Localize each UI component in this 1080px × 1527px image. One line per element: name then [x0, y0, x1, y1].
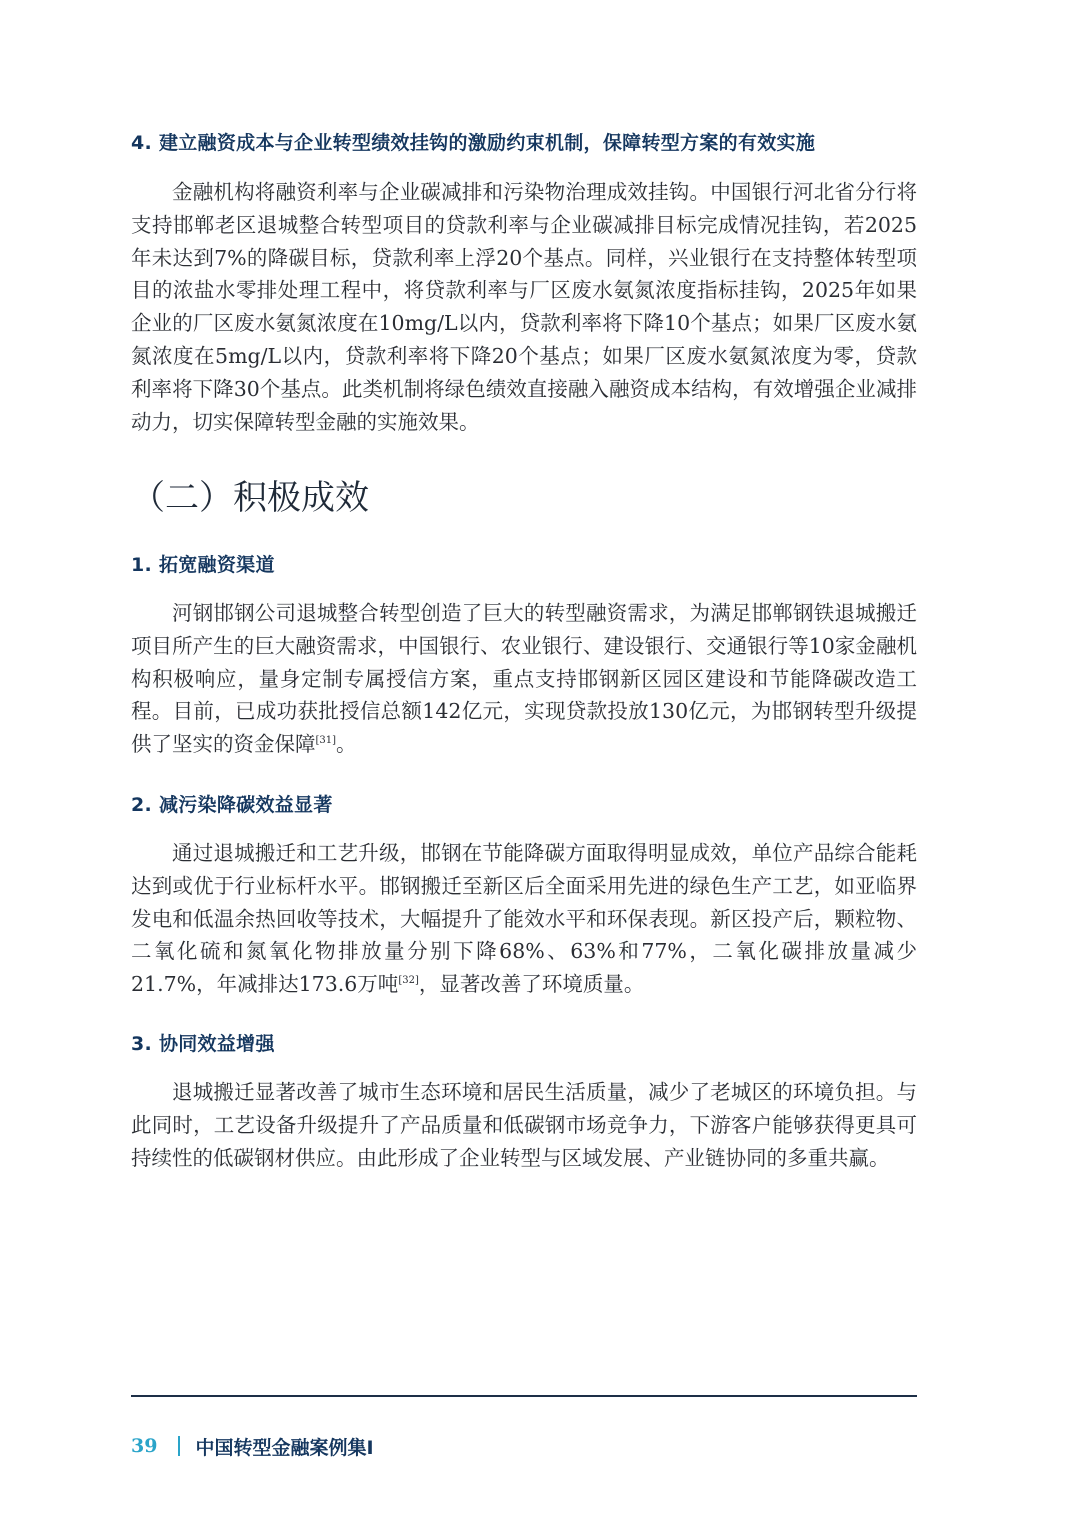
paragraph-text-end: 。	[336, 732, 357, 757]
paragraph-text-end: ，显著改善了环境质量。	[418, 972, 645, 997]
paragraph-text: 通过退城搬迁和工艺升级，邯钢在节能降碳方面取得明显成效，单位产品综合能耗达到或优于行业标杆水平。邯钢搬迁至新区后全面采用先进的绿色生产工艺，如亚临界发电和低温余热回收等技术，大幅提升了能效水平和环保表现。新区投产后，颗粒物、二氧化硫和氮氧化物排放量分别下降68%、63%和77%，二氧化碳排放量减少21.7%，年减排达173.6万吨	[131, 841, 917, 997]
paragraph-synergy: 退城搬迁显著改善了城市生态环境和居民生活质量，减少了老城区的环境负担。与此同时，工艺设备升级提升了产品质量和低碳钢市场竞争力，下游客户能够获得更具可持续性的低碳钢材供应。由此形成了企业转型与区域发展、产业链协同的多重共赢。	[131, 1080, 917, 1170]
subsection-heading-2: 2. 减污染降碳效益显著	[131, 794, 333, 816]
paragraph-text: 河钢邯钢公司退城整合转型创造了巨大的转型融资需求，为满足邯郸钢铁退城搬迁项目所产生的巨大融资需求，中国银行、农业银行、建设银行、交通银行等10家金融机构积极响应，量身定制专属授信方案，重点支持邯钢新区园区建设和节能降碳改造工程。目前，已成功获批授信总额142亿元，实现贷款投放130亿元，为邯钢转型升级提供了坚实的资金保障	[131, 601, 917, 757]
page-number: 39	[131, 1435, 158, 1457]
subsection-heading-3: 3. 协同效益增强	[131, 1033, 275, 1055]
subsection-heading-4: 4. 建立融资成本与企业转型绩效挂钩的激励约束机制，保障转型方案的有效实施	[131, 132, 816, 154]
page-footer	[131, 1433, 374, 1459]
paragraph-financing-channels	[131, 597, 917, 761]
footer-divider	[131, 1395, 917, 1397]
paragraph-emission-reduction	[131, 837, 917, 1001]
citation-ref: [31]	[315, 735, 337, 747]
subsection-heading-1: 1. 拓宽融资渠道	[131, 554, 275, 576]
publication-title: 中国转型金融案例集I	[195, 1436, 374, 1459]
footer-separator	[178, 1436, 180, 1456]
paragraph-interest-linkage: 金融机构将融资利率与企业碳减排和污染物治理成效挂钩。中国银行河北省分行将支持邯郸老区退城整合转型项目的贷款利率与企业碳减排目标完成情况挂钩，若2025年未达到7%的降碳目标，贷款利率上浮20个基点。同样，兴业银行在支持整体转型项目的浓盐水零排处理工程中，将贷款利率与厂区废水氨氮浓度指标挂钩，2025年如果企业的厂区废水氨氮浓度在10mg/L以内，贷款利率将下降10个基点；如果厂区废水氨氮浓度在5mg/L以内，贷款利率将下降20个基点；如果厂区废水氨氮浓度为零，贷款利率将下降30个基点。此类机制将绿色绩效直接融入融资成本结构，有效增强企业减排动力，切实保障转型金融的实施效果。	[131, 180, 917, 434]
citation-ref: [32]	[398, 975, 419, 987]
section-title: （二）积极成效	[131, 478, 369, 518]
